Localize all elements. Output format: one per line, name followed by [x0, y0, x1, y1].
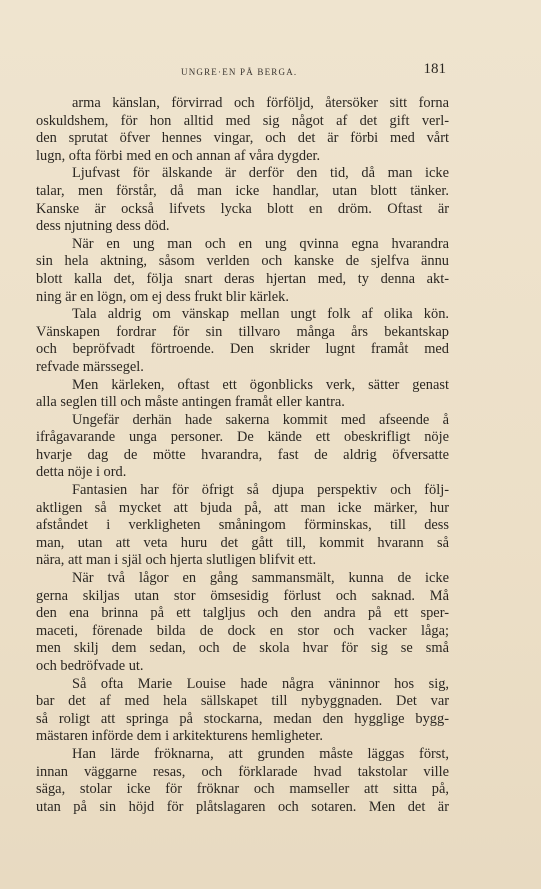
text-line: maceti, förenade bilda de dock en stor och vacker låga;	[36, 622, 449, 639]
paragraph	[36, 746, 449, 816]
text-line: aktligen så mycket att bjuda på, att man icke märker, hur	[36, 499, 449, 516]
text-line: dess njutning dess död.	[36, 218, 170, 235]
page-number: 181	[423, 61, 446, 77]
paragraph	[36, 570, 449, 676]
text-line: ning är en lögn, om ej dess frukt blir kärlek.	[36, 288, 289, 305]
text-line: arma känslan, förvirrad och förföljd, återsöker sitt forna	[72, 95, 449, 111]
text-line: säga, stolar icke för fröknar och mamseller att sitta på,	[36, 781, 449, 798]
paragraph	[36, 412, 449, 482]
text-line: Vänskapen fordrar för sin tillvaro många års bekantskap	[36, 323, 449, 340]
text-line: och bepröfvadt förtroende. Den skrider lugnt framåt med	[36, 341, 449, 358]
text-line: innan väggarne resas, och förklarade hvad takstolar ville	[36, 763, 449, 780]
text-line: hvarje dag de mötte hvarandra, fast de aldrig öfversatte	[36, 446, 449, 463]
text-line: Ljufvast för älskande är derför den tid, då man icke	[72, 165, 449, 182]
paragraph	[36, 377, 449, 412]
text-line: Han lärde fröknarna, att grunden måste läggas först,	[72, 745, 449, 762]
text-line: och bedröfvade ut.	[36, 658, 144, 674]
body-text	[36, 95, 449, 816]
text-line: ifrågavarande unga personer. De kände ett obeskrifligt nöje	[36, 429, 449, 446]
text-line: bar det af med hela sällskapet till nybyggnaden. Det var	[36, 693, 449, 710]
paragraph	[36, 165, 449, 235]
running-head: UNGRE·EN PÅ BERGA.	[181, 67, 298, 77]
text-line: oskuldshem, för hon alltid med sig något af det gift verl-	[36, 112, 449, 129]
text-line: Så ofta Marie Louise hade några väninnor hos sig,	[72, 675, 449, 692]
text-line: detta nöje i ord.	[36, 464, 127, 481]
text-line: alla seglen till och måste antingen framåt eller kantra.	[36, 394, 345, 411]
text-line: blott kalla det, följa snart deras hjertan med, ty denna akt-	[36, 270, 449, 287]
paragraph	[36, 676, 449, 746]
text-line: mästaren införde dem i arkitekturens hemligheter.	[36, 728, 323, 745]
text-line: den sprutat öfver hennes vingar, och det är förbi med vårt	[36, 130, 449, 147]
text-line: Fantasien har för öfrigt så djupa perspektiv och följ-	[72, 482, 449, 499]
text-line: sin hela aktning, såsom verlden och kanske de sjelfva ännu	[36, 253, 449, 270]
paragraph	[36, 306, 449, 376]
paragraph	[36, 482, 449, 570]
paragraph	[36, 95, 449, 165]
text-line: När en ung man och en ung qvinna egna hvarandra	[72, 235, 449, 252]
text-line: När två lågor en gång sammansmält, kunna de icke	[72, 570, 449, 587]
text-line: Kanske är också lifvets lycka blott en dröm. Oftast är	[36, 200, 449, 217]
text-line: utan på sin höjd för plåtslagaren och sotaren. Men det är	[36, 798, 449, 815]
text-line: gerna skiljas utan stor ömsesidig förlust och saknad. Må	[36, 587, 449, 604]
text-line: nära, att man i själ och hjerta slutligen blifvit ett.	[36, 552, 317, 569]
text-line: Ungefär derhän hade sakerna kommit med afseende å	[72, 411, 449, 428]
text-line: Men kärleken, oftast ett ögonblicks verk, sätter genast	[72, 376, 449, 393]
text-line: man, utan att veta huru det gått till, kommit hvarann så	[36, 534, 449, 551]
text-line: Tala aldrig om vänskap mellan ungt folk af olika kön.	[72, 306, 449, 323]
page-header	[36, 61, 446, 84]
text-line: men skilj dem sedan, och de skola hvar för sig se små	[36, 640, 449, 657]
text-line: afståndet i verkligheten småningom förminskas, till dess	[36, 517, 449, 534]
text-line: refvade märssegel.	[36, 358, 144, 375]
text-line: så roligt att springa på stockarna, medan den hygglige bygg-	[36, 710, 449, 727]
text-line: talar, men förstår, då man icke handlar, utan blott tänker.	[36, 182, 449, 199]
text-line: lugn, ofta förbi med en och annan af våra dygder.	[36, 147, 321, 164]
text-line: den ena brinna på ett talgljus och den andra på ett sper-	[36, 605, 449, 622]
paragraph	[36, 236, 449, 306]
